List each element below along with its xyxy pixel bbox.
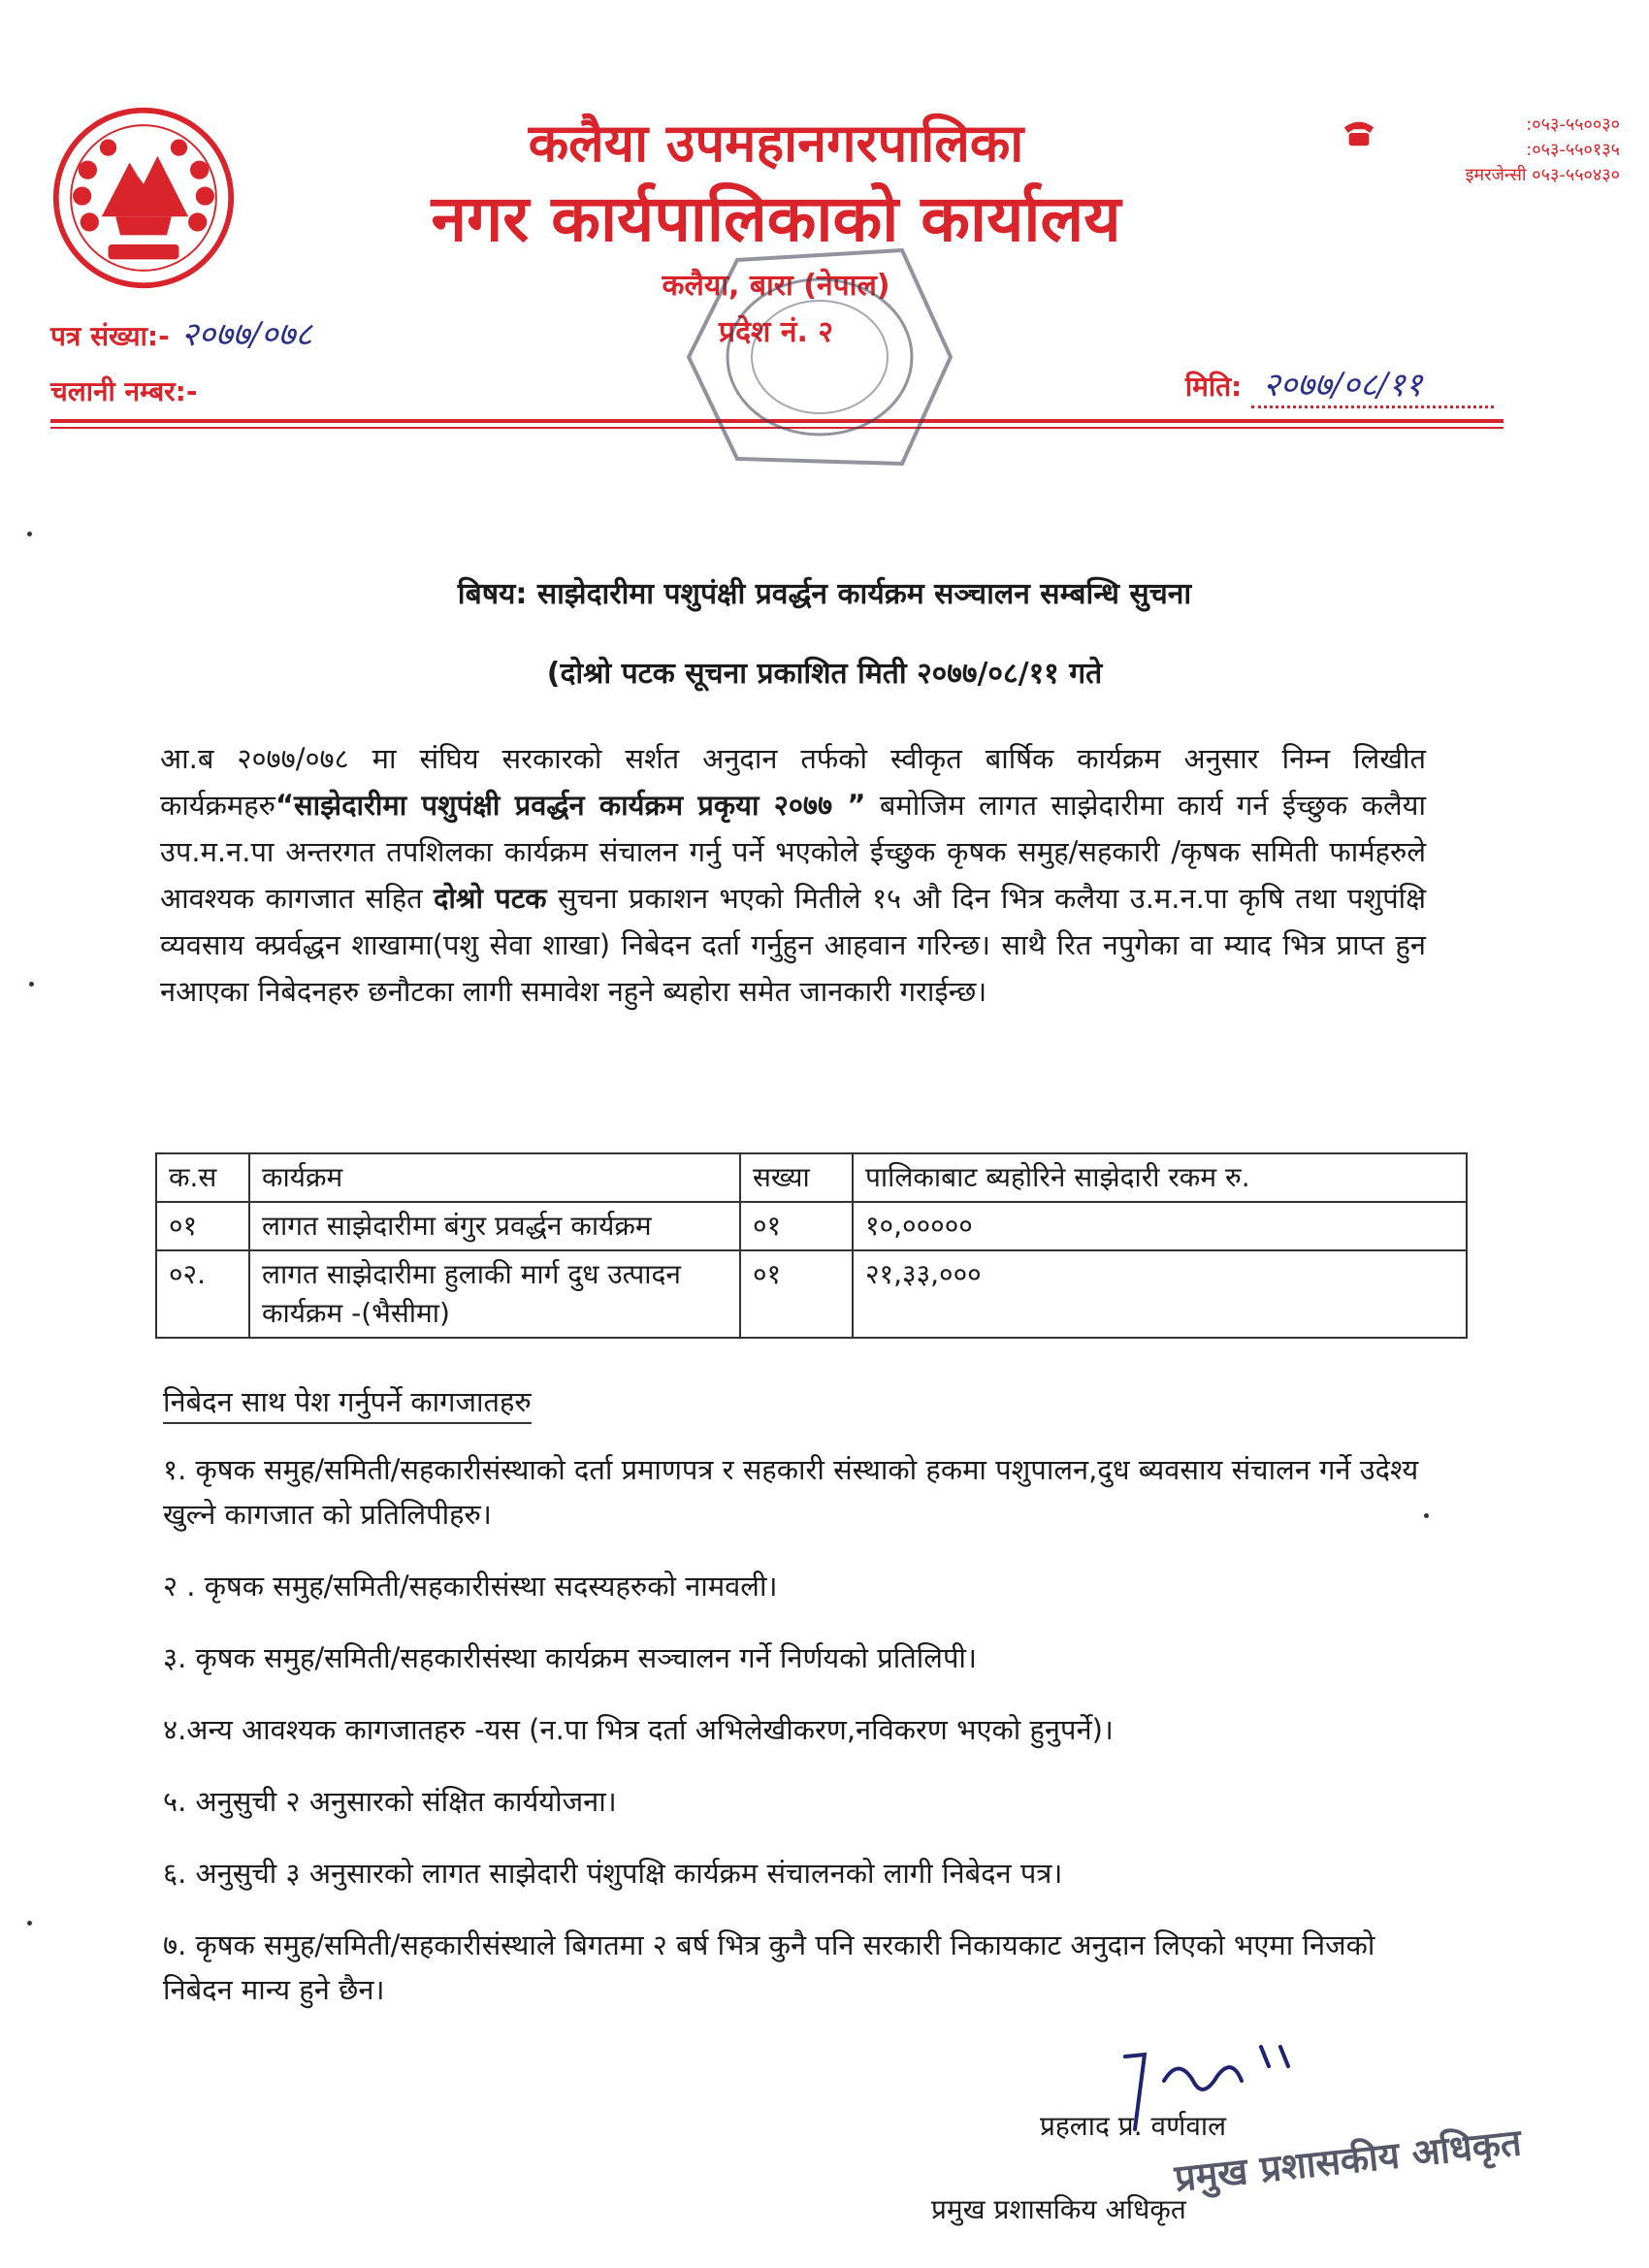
scan-speck [27, 532, 32, 536]
reference-block [50, 310, 312, 435]
list-item: ७. कृषक समुह/समिती/सहकारीसंस्थाले बिगतमा २ बर्ष भित्र कुनै पनि सरकारी निकायकाट अनुदान लिएको भएमा निजको निबेदन मान्य हुने छैन। [163, 1928, 1375, 2006]
intro-text-1: आ.ब २०७७/०७८ मा संघिय सरकारको सर्शत अनुदान तर्फको स्वीकृत बार्षिक कार्यक्रम अनुसार निम्न लिखीत कार्यक्रमहरु [160, 742, 1426, 822]
table-header-row [156, 1153, 1467, 1202]
office-province: प्रदेश नं. २ [719, 315, 833, 349]
col-serial: क.स [156, 1153, 249, 1202]
col-amount: पालिकाबाट ब्यहोरिने साझेदारी रकम रु. [853, 1153, 1467, 1202]
phone-office-1: :०५३-५५००३० [1526, 114, 1620, 135]
cell-count: ०१ [740, 1202, 853, 1250]
col-count: सख्या [740, 1153, 853, 1202]
list-item: २ . कृषक समुह/समिती/सहकारीसंस्था सदस्यहरुको नामवली। [163, 1570, 778, 1603]
phone-emergency: इमरजेन्सी ०५३-५५०४३० [1465, 165, 1620, 185]
scan-speck [1424, 1513, 1429, 1518]
list-item: ३. कृषक समुह/समिती/सहकारीसंस्था कार्यक्रम सञ्चालन गर्ने निर्णयको प्रतिलिपी। [163, 1641, 977, 1674]
designation-stamp: प्रमुख प्रशासकीय अधिकृत [1172, 2121, 1524, 2200]
office-location: कलैया, बारा (नेपाल) [662, 269, 890, 303]
cell-program: लागत साझेदारीमा बंगुर प्रवर्द्धन कार्यक्रम [249, 1202, 740, 1250]
intro-second-time: दोश्रो पटक [434, 882, 547, 915]
list-item: ४.अन्य आवश्यक कागजातहरु -यस (न.पा भित्र दर्ता अभिलेखीकरण,नविकरण भएको हुनुपर्ने)। [163, 1713, 1114, 1746]
cell-program: लागत साझेदारीमा हुलाकी मार्ग दुध उत्पादन कार्यक्रम -(भैसीमा) [249, 1250, 740, 1338]
signer-name: प्रहलाद प्र. वर्णवाल [1040, 2110, 1227, 2142]
dispatch-label: चलानी नम्बर:- [50, 375, 198, 407]
office-seal-stamp [679, 241, 960, 473]
notice-subject: बिषय: साझेदारीमा पशुपंक्षी प्रवर्द्धन कार्यक्रम सञ्चालन सम्बन्धि सुचना [457, 577, 1192, 611]
cell-amount: २१,३३,००० [853, 1250, 1467, 1338]
signer-title: प्रमुख प्रशासकिय अधिकृत [931, 2193, 1186, 2225]
table-row [156, 1202, 1467, 1250]
phone-numbers [1300, 113, 1620, 188]
intro-text-2: बमोजिम लागत साझेदारीमा कार्य गर्न ईच्छुक कलैया उप.म.न.पा अन्तरगत तपशिलका कार्यक्रम संचालन गर्नु पर्ने भएकोले ईच्छुक कृषक समुह/सहकारी /कृषक समिती फार्महरुले आवश्यक कागजात सहित [160, 789, 1426, 915]
intro-program-name: “साझेदारीमा पशुपंक्षी प्रवर्द्धन कार्यक्रम प्रकृया २०७७ ” [275, 789, 866, 822]
cell-serial: ०१ [156, 1202, 249, 1250]
office-name: कलैया उपमहानगरपालिका [528, 113, 1024, 174]
phone-office-2: :०५३-५५०१३५ [1526, 140, 1620, 160]
cell-count: ०१ [740, 1250, 853, 1338]
table-row [156, 1250, 1467, 1338]
nepal-emblem-icon [50, 105, 237, 291]
program-table [155, 1152, 1468, 1339]
ref-label: पत्र संख्या:- [50, 320, 170, 352]
list-item: ६. अनुसुची ३ अनुसारको लागत साझेदारी पंशुपक्षि कार्यक्रम संचालनको लागी निबेदन पत्र। [163, 1857, 1063, 1890]
documents-heading: निबेदन साथ पेश गर्नुपर्ने कागजातहरु [163, 1382, 532, 1424]
scan-speck [29, 982, 34, 987]
ref-number: २०७७/०७८ [180, 315, 312, 354]
date-block [1185, 361, 1494, 408]
intro-paragraph [160, 735, 1426, 1015]
date-label: मिति: [1184, 371, 1243, 403]
list-item: ५. अनुसुची २ अनुसारको संक्षित कार्ययोजना। [163, 1785, 617, 1818]
date-value: २०७७/०८/११ [1263, 366, 1423, 405]
scan-speck [27, 1921, 32, 1926]
cell-serial: ०२. [156, 1250, 249, 1338]
cell-amount: १०,००००० [853, 1202, 1467, 1250]
documents-list [163, 1447, 1434, 2039]
col-program: कार्यक्रम [249, 1153, 740, 1202]
intro-text-3: सुचना प्रकाशन भएको मितीले १५ औ दिन भित्र कलैया उ.म.न.पा कृषि तथा पशुपंक्षि व्यवसाय क्प्रर्वद्धन शाखामा(पशु सेवा शाखा) निबेदन दर्ता गर्नुहुन आहवान गरिन्छ। साथै रित नपुगेका वा म्याद भित्र प्राप्त हुन नआएका निबेदनहरु छनौटका लागी समावेश नहुने ब्यहोरा समेत जानकारी गराईन्छ। [160, 882, 1426, 1008]
list-item: १. कृषक समुह/समिती/सहकारीसंस्थाको दर्ता प्रमाणपत्र र सहकारी संस्थाको हकमा पशुपालन,दुध ब्यवसाय संचालन गर्ने उदेश्य खुल्ने कागजात को प्रतिलिपीहरु। [163, 1453, 1419, 1531]
publish-note: (दोश्रो पटक सूचना प्रकाशित मिती २०७७/०८/११ गते [546, 657, 1103, 691]
office-title: नगर कार्यपालिकाको कार्यालय [431, 181, 1121, 256]
